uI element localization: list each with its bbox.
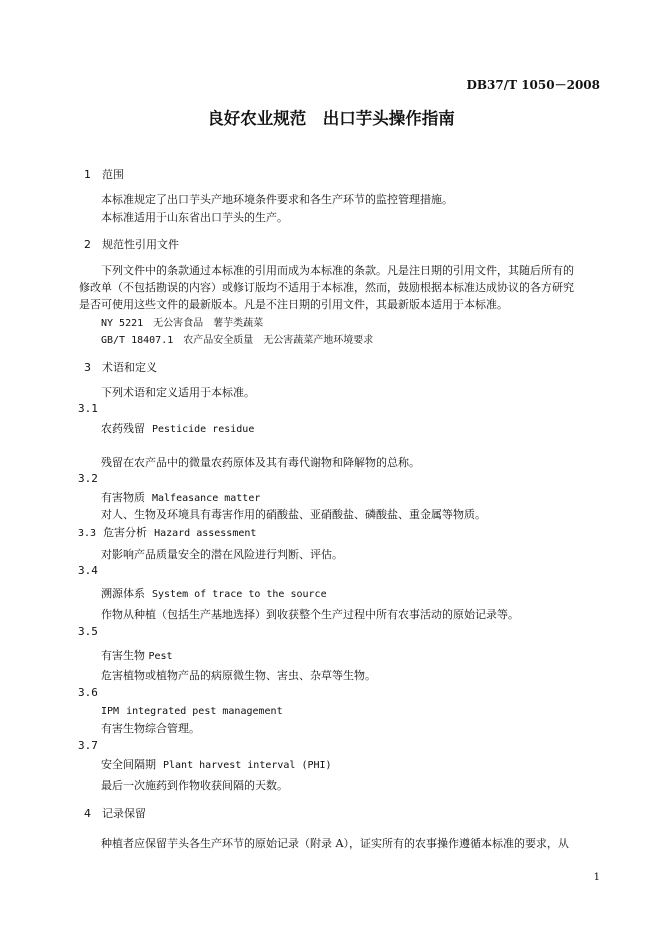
term-en: Pest [148,651,173,662]
term-number: 3.6 [78,686,98,699]
term-definition: 有害生物综合管理。 [101,722,200,735]
paragraph-line: 下列文件中的条款通过本标准的引用而成为本标准的条款。凡是注日期的引用文件，其随后所有的 [101,264,574,277]
section-4-heading [84,805,146,821]
term-zh: 有害生物 [101,649,145,662]
term-zh: 安全间隔期 [101,758,156,771]
section-3-heading [84,359,157,375]
section-title: 记录保留 [102,807,146,820]
document-title: 良好农业规范 出口芋头操作指南 [207,109,455,128]
term-heading [101,704,283,717]
term-zh: 溯源体系 [101,587,145,600]
term-number: 3.7 [78,739,98,752]
term-en: Hazard assessment [154,528,257,539]
term-en: integrated pest management [126,706,283,717]
term-heading [101,756,332,772]
page-number: 1 [593,872,600,883]
term-definition: 对人、生物及环境具有毒害作用的硝酸盐、亚硝酸盐、磷酸盐、重金属等物质。 [101,508,486,521]
section-number: 4 [84,807,91,820]
term-zh: 农药残留 [101,422,145,435]
term-number: 3.3 [78,528,97,539]
term-definition: 对影响产品质量安全的潜在风险进行判断、评估。 [101,548,343,561]
normative-reference: GB/T 18407.1 农产品安全质量 无公害蔬菜产地环境要求 [101,335,374,346]
term-definition: 残留在农产品中的微量农药原体及其有毒代谢物和降解物的总称。 [101,456,420,469]
term-en: System of trace to the source [152,589,327,600]
term-number: 3.5 [78,625,98,638]
term-heading [101,647,173,663]
section-1-heading [84,166,124,182]
term-en: Pesticide residue [152,424,255,435]
term-heading [78,524,256,540]
term-heading [101,585,327,601]
paragraph: 下列术语和定义适用于本标准。 [101,386,255,399]
section-2-heading [84,236,179,252]
section-number: 2 [84,238,91,251]
term-zh: IPM [101,706,120,717]
term-definition: 危害植物或植物产品的病原微生物、害虫、杂草等生物。 [101,669,376,682]
term-number: 3.1 [78,402,98,415]
paragraph-line: 修改单（不包括勘误的内容）或修订版均不适用于本标准，然而，鼓励根据本标准达成协议的各方研究 [79,281,574,294]
section-number: 3 [84,361,91,374]
section-number: 1 [84,168,91,181]
term-en: Plant harvest interval (PHI) [163,760,332,771]
term-heading [101,420,254,436]
term-zh: 危害分析 [103,526,148,539]
section-title: 范围 [102,168,124,181]
term-definition: 作物从种植（包括生产基地选择）到收获整个生产过程中所有农事活动的原始记录等。 [101,608,519,621]
paragraph: 种植者应保留芋头各生产环节的原始记录（附录 A），证实所有的农事操作遵循本标准的要求，从 [101,837,569,850]
section-title: 规范性引用文件 [102,238,179,251]
normative-reference: NY 5221 无公害食品 薯芋类蔬菜 [101,318,264,329]
section-title: 术语和定义 [102,361,157,374]
term-definition: 最后一次施药到作物收获间隔的天数。 [101,779,288,792]
paragraph: 本标准规定了出口芋头产地环境条件要求和各生产环节的监控管理措施。 [101,193,453,206]
term-en: Malfeasance matter [152,493,261,504]
term-number: 3.2 [78,472,98,485]
paragraph: 本标准适用于山东省出口芋头的生产。 [101,211,288,224]
standard-number: DB37/T 1050－2008 [466,78,600,92]
term-number: 3.4 [78,564,98,577]
paragraph-line: 是否可使用这些文件的最新版本。凡是不注日期的引用文件，其最新版本适用于本标准。 [79,298,508,311]
term-zh: 有害物质 [101,491,145,504]
term-heading [101,489,260,505]
